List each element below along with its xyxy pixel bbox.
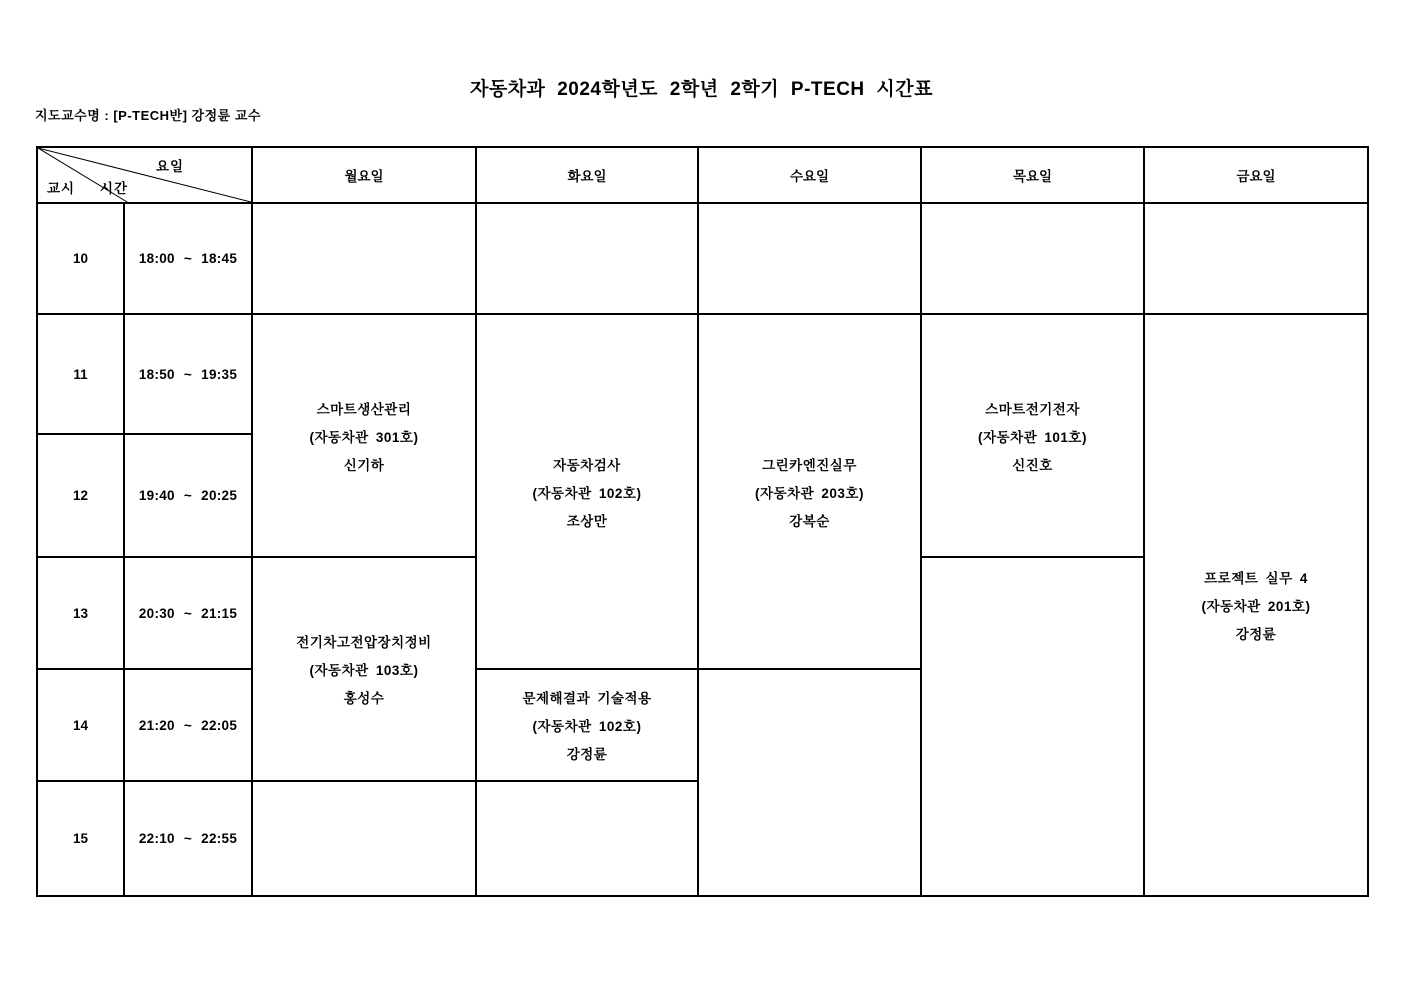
- room-label: (자동차관 102호): [532, 485, 642, 501]
- timetable: [36, 146, 1369, 897]
- class-cell-wed-green-car-engine: [698, 314, 921, 669]
- page-title: 자동차과 2024학년도 2학년 2학기 P-TECH 시간표: [470, 79, 933, 100]
- time-cell-12: 19:40 ~ 20:25: [124, 434, 252, 557]
- empty-cell-thu-10: [921, 203, 1144, 314]
- period-cell-10: 10: [37, 203, 124, 314]
- time-cell-10: 18:00 ~ 18:45: [124, 203, 252, 314]
- time-cell-15: 22:10 ~ 22:55: [124, 781, 252, 896]
- subject-label: 자동차검사: [553, 457, 621, 473]
- subject-label: 스마트생산관리: [316, 401, 412, 417]
- empty-cell-wed-14-15: [698, 669, 921, 896]
- period-cell-13: 13: [37, 557, 124, 669]
- empty-cell-fri-10: [1144, 203, 1368, 314]
- day-header-friday: 금요일: [1144, 147, 1368, 203]
- time-cell-11: 18:50 ~ 19:35: [124, 314, 252, 434]
- class-cell-tue-problem-solving: [476, 669, 698, 781]
- teacher-label: 강정륜: [1235, 627, 1277, 642]
- advisor-label: 지도교수명 : [P-TECH반] 강정륜 교수: [35, 108, 261, 123]
- period-cell-14: 14: [37, 669, 124, 781]
- period-cell-15: 15: [37, 781, 124, 896]
- empty-cell-mon-10: [252, 203, 476, 314]
- empty-cell-tue-15: [476, 781, 698, 896]
- subject-label: 프로젝트 실무 4: [1204, 571, 1308, 586]
- empty-cell-tue-10: [476, 203, 698, 314]
- corner-time-label: 시간: [100, 181, 129, 196]
- subject-label: 문제해결과 기술적용: [522, 691, 652, 706]
- corner-period-label: 교시: [47, 181, 76, 196]
- teacher-label: 신진호: [1012, 457, 1053, 473]
- room-label: (자동차관 301호): [309, 429, 419, 445]
- class-cell-fri-project-practice: [1144, 314, 1368, 896]
- day-header-tuesday: 화요일: [476, 147, 698, 203]
- teacher-label: 강정륜: [566, 747, 608, 762]
- room-label: (자동차관 203호): [755, 485, 864, 501]
- corner-cell: [37, 147, 252, 203]
- day-header-thursday: 목요일: [921, 147, 1144, 203]
- room-label: (자동차관 201호): [1201, 599, 1311, 614]
- subject-label: 스마트전기전자: [985, 401, 1080, 417]
- empty-cell-wed-10: [698, 203, 921, 314]
- teacher-label: 홍성수: [343, 691, 385, 706]
- class-cell-mon-ev-high-voltage: [252, 557, 476, 781]
- corner-days-label: 요일: [156, 159, 185, 174]
- class-cell-thu-smart-electronics: [921, 314, 1144, 557]
- class-cell-tue-vehicle-inspection: [476, 314, 698, 669]
- teacher-label: 신기하: [343, 457, 385, 473]
- day-header-monday: 월요일: [252, 147, 476, 203]
- time-cell-14: 21:20 ~ 22:05: [124, 669, 252, 781]
- class-cell-mon-smart-production: [252, 314, 476, 557]
- subject-label: 전기차고전압장치정비: [296, 635, 432, 650]
- header-row: [37, 147, 1368, 203]
- teacher-label: 강복순: [789, 513, 830, 529]
- room-label: (자동차관 102호): [532, 719, 642, 734]
- room-label: (자동차관 103호): [309, 663, 419, 678]
- room-label: (자동차관 101호): [978, 429, 1087, 445]
- empty-cell-thu-13-15: [921, 557, 1144, 896]
- teacher-label: 조상만: [566, 513, 608, 529]
- subject-label: 그린카엔진실무: [762, 457, 857, 473]
- period-cell-12: 12: [37, 434, 124, 557]
- time-cell-13: 20:30 ~ 21:15: [124, 557, 252, 669]
- row-period-11: [37, 314, 1368, 434]
- day-header-wednesday: 수요일: [698, 147, 921, 203]
- row-period-10: [37, 203, 1368, 314]
- empty-cell-mon-15: [252, 781, 476, 896]
- period-cell-11: 11: [37, 314, 124, 434]
